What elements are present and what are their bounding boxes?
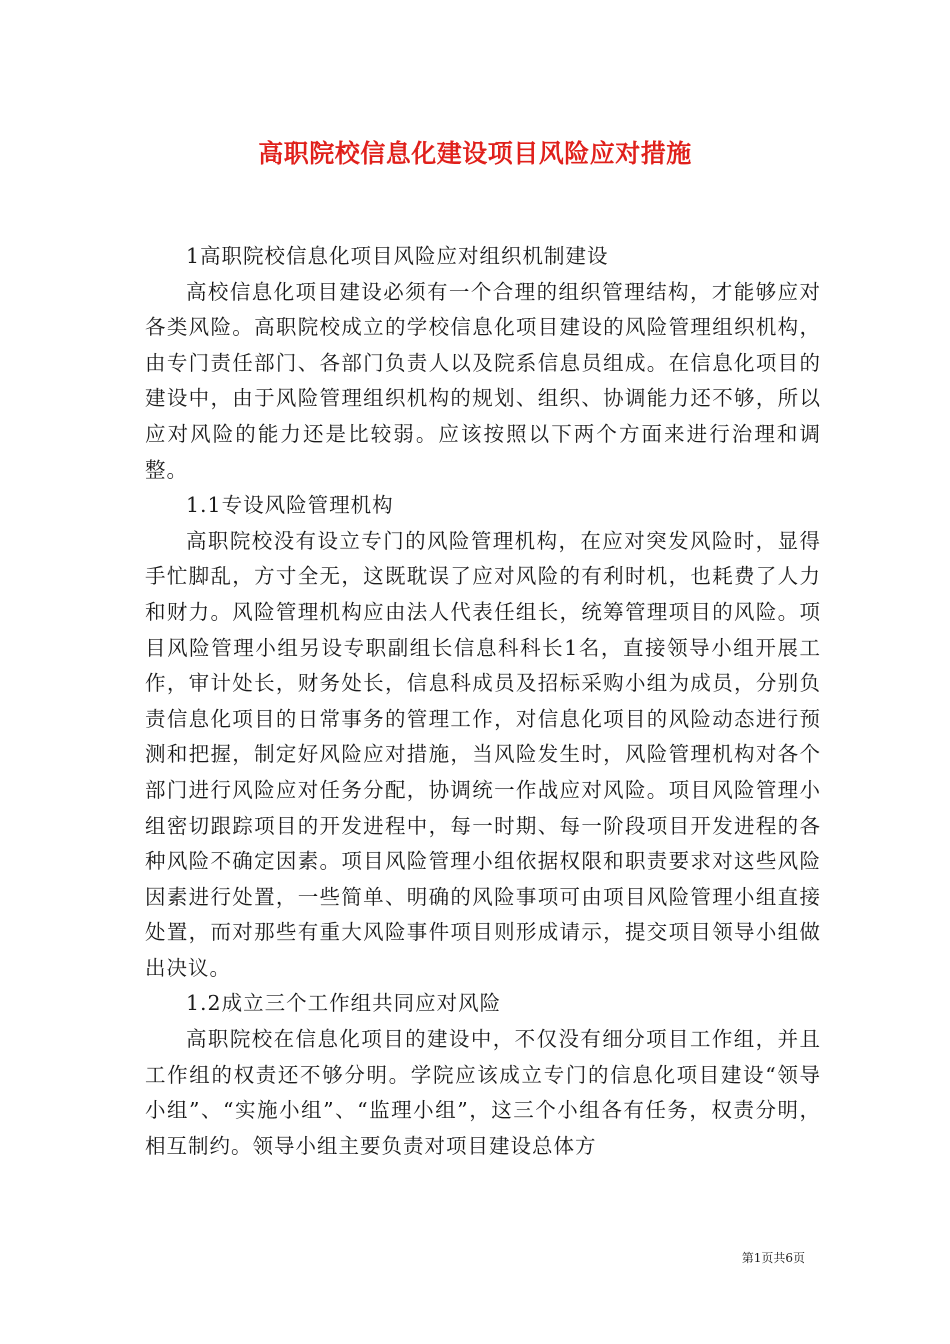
page-number-footer: [742, 1249, 805, 1266]
document-body: [145, 239, 821, 1164]
paragraph-2: 高职院校没有设立专门的风险管理机构，在应对突发风险时，显得手忙脚乱，方寸全无，这既耽误了应对风险的有利时机，也耗费了人力和财力。风险管理机构应由法人代表任组长，统筹管理项目的风险。项目风险管理小组另设专职副组长信息科科长1名，直接领导小组开展工作，审计处长，财务处长，信息科成员及招标采购小组为成员，分别负责信息化项目的日常事务的管理工作，对信息化项目的风险动态进行预测和把握，制定好风险应对措施，当风险发生时，风险管理机构对各个部门进行风险应对任务分配，协调统一作战应对风险。项目风险管理小组密切跟踪项目的开发进程中，每一时期、每一阶段项目开发进程的各种风险不确定因素。项目风险管理小组依据权限和职责要求对这些风险因素进行处置，一些简单、明确的风险事项可由项目风险管理小组直接处置，而对那些有重大风险事件项目则形成请示，提交项目领导小组做出决议。: [145, 528, 821, 980]
paragraph-3: 高职院校在信息化项目的建设中，不仅没有细分项目工作组，并且工作组的权责还不够分明。学院应该成立专门的信息化项目建设“领导小组”、“实施小组”、“监理小组”，这三个小组各有任务，权责分明，相互制约。领导小组主要负责对项目建设总体方: [145, 1027, 821, 1158]
section-heading-1-2: 1.2成立三个工作组共同应对风险: [186, 991, 502, 1016]
paragraph-1: 高校信息化项目建设必须有一个合理的组织管理结构，才能够应对各类风险。高职院校成立的学校信息化项目建设的风险管理组织机构，由专门责任部门、各部门负责人以及院系信息员组成。在信息化项目的建设中，由于风险管理组织机构的规划、组织、协调能力还不够，所以应对风险的能力还是比较弱。应该按照以下两个方面来进行治理和调整。: [145, 279, 821, 482]
section-heading-1-1: 1.1专设风险管理机构: [186, 493, 394, 518]
section-heading-1: 1高职院校信息化项目风险应对组织机制建设: [186, 244, 609, 268]
document-title: 高职院校信息化建设项目风险应对措施: [258, 139, 692, 168]
page-number: 第1页共6页: [741, 1251, 805, 1265]
